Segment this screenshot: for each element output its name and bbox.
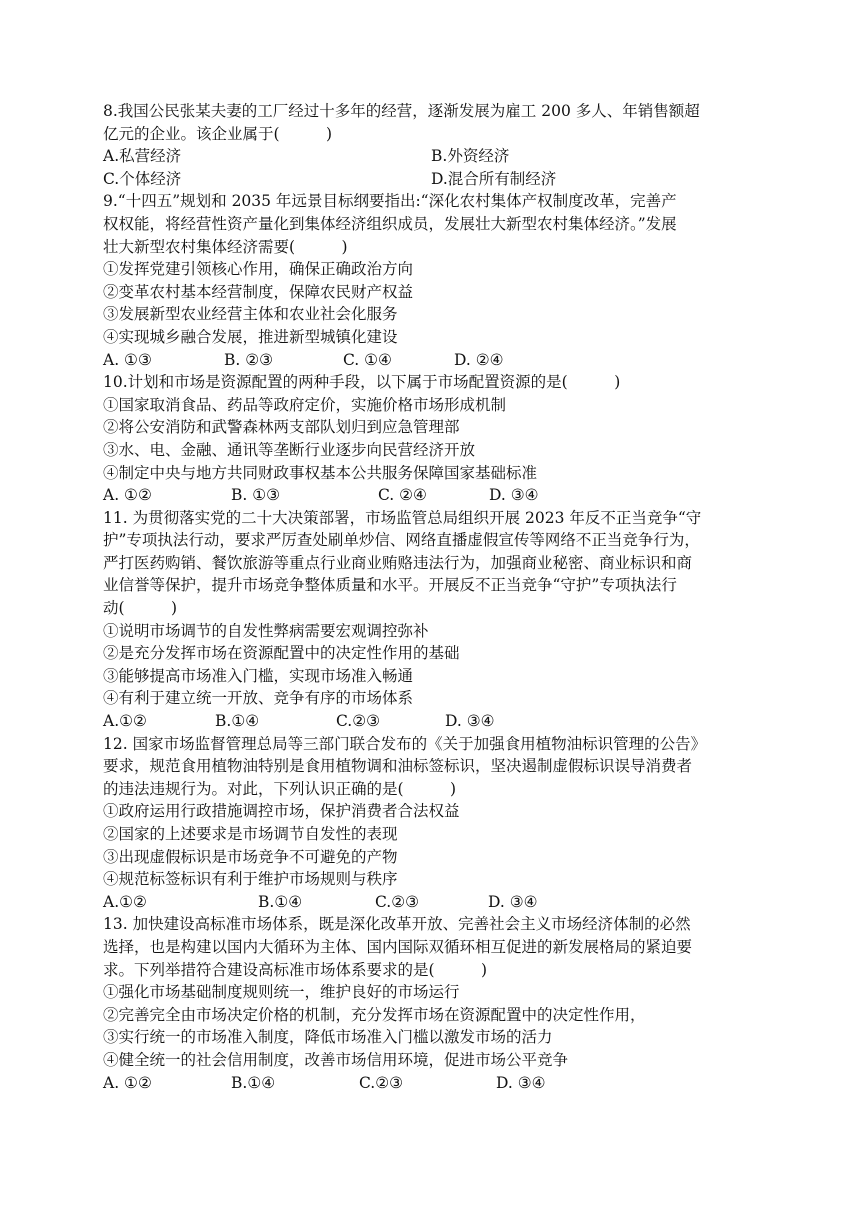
statement-item: ①说明市场调节的自发性弊病需要宏观调控弥补 bbox=[103, 621, 429, 640]
option-b[interactable]: B.①④ bbox=[215, 712, 260, 731]
statement-item: ①发挥党建引领核心作用，确保正确政治方向 bbox=[103, 260, 414, 279]
option-d[interactable]: D. ③④ bbox=[445, 712, 495, 731]
options-row bbox=[103, 145, 763, 168]
statement-item: ③发展新型农业经营主体和农业社会化服务 bbox=[103, 305, 398, 324]
question-stem-line: 严打医药购销、餐饮旅游等重点行业商业贿赂违法行为，加强商业秘密、商业标识和商 bbox=[103, 553, 693, 572]
option-a[interactable]: A.私营经济 bbox=[103, 147, 182, 166]
statement-item: ④健全统一的社会信用制度，改善市场信用环境，促进市场公平竞争 bbox=[103, 1050, 569, 1069]
question-stem-line: 亿元的企业。该企业属于( ) bbox=[103, 124, 333, 143]
options-row bbox=[103, 484, 763, 507]
option-c[interactable]: C.②③ bbox=[359, 1073, 404, 1092]
statement-item: ③实行统一的市场准入制度，降低市场准入门槛以激发市场的活力 bbox=[103, 1028, 553, 1047]
question-10 bbox=[103, 371, 763, 507]
question-stem-line: 要求，规范食用植物油特别是食用植物调和油标签标识，坚决遏制虚假标识误导消费者 bbox=[103, 757, 693, 776]
statement-item: ②国家的上述要求是市场调节自发性的表现 bbox=[103, 825, 398, 843]
option-a[interactable]: A.①② bbox=[103, 712, 147, 731]
option-c[interactable]: C.②③ bbox=[375, 892, 420, 911]
statement-item: ②变革农村基本经营制度，保障农民财产权益 bbox=[103, 282, 414, 301]
statement-item: ③水、电、金融、通讯等垄断行业逐步向民营经济开放 bbox=[103, 440, 476, 459]
options-row bbox=[103, 1072, 763, 1095]
option-c[interactable]: C.②③ bbox=[336, 712, 381, 731]
option-b[interactable]: B.①④ bbox=[258, 892, 303, 911]
option-b[interactable]: B. ①③ bbox=[231, 486, 281, 505]
question-8 bbox=[103, 100, 763, 190]
option-a[interactable]: A. ①② bbox=[103, 1073, 152, 1092]
question-stem-line: 动( ) bbox=[103, 599, 178, 618]
option-b[interactable]: B.外资经济 bbox=[431, 147, 510, 166]
option-a[interactable]: A. ①② bbox=[103, 486, 152, 505]
statement-item: ①政府运用行政措施调控市场，保护消费者合法权益 bbox=[103, 802, 460, 821]
question-stem-line: 9.“十四五”规划和 2035 年远景目标纲要指出:“深化农村集体产权制度改革，完善产 bbox=[103, 192, 677, 211]
question-stem-line: 10.计划和市场是资源配置的两种手段，以下属于市场配置资源的是( ) bbox=[103, 373, 621, 392]
option-c[interactable]: C.个体经济 bbox=[103, 169, 182, 188]
statement-item: ④制定中央与地方共同财政事权基本公共服务保障国家基础标准 bbox=[103, 463, 538, 482]
statement-item: ②完善完全由市场决定价格的机制，充分发挥市场在资源配置中的决定性作用， bbox=[103, 1005, 646, 1024]
question-stem-line: 护”专项执法行动，要求严厉查处刷单炒信、网络直播虚假宣传等网络不正当竞争行为， bbox=[103, 531, 700, 550]
option-a[interactable]: A.①② bbox=[103, 892, 147, 911]
option-d[interactable]: D. ③④ bbox=[496, 1073, 546, 1092]
option-c[interactable]: C. ①④ bbox=[343, 350, 392, 369]
option-d[interactable]: D. ③④ bbox=[489, 486, 539, 505]
statement-item: ③能够提高市场准入门槛，实现市场准入畅通 bbox=[103, 666, 414, 685]
question-stem-line: 13. 加快建设高标准市场体系，既是深化改革开放、完善社会主义市场经济体制的必然 bbox=[103, 915, 691, 934]
options-row bbox=[103, 891, 763, 914]
question-13 bbox=[103, 913, 763, 1094]
option-d[interactable]: D. ②④ bbox=[454, 350, 504, 369]
option-a[interactable]: A. ①③ bbox=[103, 350, 152, 369]
question-stem-line: 求。下列举措符合建设高标准市场体系要求的是( ) bbox=[103, 960, 488, 979]
question-stem-line: 业信誉等保护，提升市场竞争整体质量和水平。开展反不正当竞争“守护”专项执法行 bbox=[103, 576, 677, 595]
options-row bbox=[103, 168, 763, 191]
statement-item: ②是充分发挥市场在资源配置中的决定性作用的基础 bbox=[103, 644, 460, 663]
statement-item: ③出现虚假标识是市场竞争不可避免的产物 bbox=[103, 847, 398, 866]
question-12 bbox=[103, 733, 763, 914]
question-stem-line: 的违法违规行为。对此，下列认识正确的是( ) bbox=[103, 779, 457, 798]
option-b[interactable]: B.①④ bbox=[231, 1073, 276, 1092]
statement-item: ④规范标签标识有利于维护市场规则与秩序 bbox=[103, 870, 398, 889]
option-b[interactable]: B. ②③ bbox=[224, 350, 274, 369]
question-stem-line: 权权能，将经营性资产量化到集体经济组织成员，发展壮大新型农村集体经济。”发展 bbox=[103, 214, 677, 233]
question-stem-line: 11. 为贯彻落实党的二十大决策部署，市场监管总局组织开展 2023 年反不正当竞争“守 bbox=[103, 508, 702, 527]
question-11 bbox=[103, 507, 763, 733]
option-d[interactable]: D.混合所有制经济 bbox=[431, 169, 557, 188]
statement-item: ①国家取消食品、药品等政府定价，实施价格市场形成机制 bbox=[103, 395, 507, 414]
option-d[interactable]: D. ③④ bbox=[488, 892, 538, 911]
statement-item: ④有利于建立统一开放、竞争有序的市场体系 bbox=[103, 689, 414, 708]
question-stem-line: 壮大新型农村集体经济需要( ) bbox=[103, 237, 348, 256]
question-stem-line: 8.我国公民张某夫妻的工厂经过十多年的经营，逐渐发展为雇工 200 多人、年销售额超 bbox=[103, 102, 700, 120]
question-stem-line: 选择，也是构建以国内大循环为主体、国内国际双循环相互促进的新发展格局的紧迫要 bbox=[103, 937, 693, 956]
option-c[interactable]: C. ②④ bbox=[378, 486, 427, 505]
question-9 bbox=[103, 190, 763, 371]
exam-page bbox=[103, 100, 763, 1094]
question-stem-line: 12. 国家市场监督管理总局等三部门联合发布的《关于加强食用植物油标识管理的公告》 bbox=[103, 734, 707, 753]
statement-item: ①强化市场基础制度规则统一，维护良好的市场运行 bbox=[103, 983, 460, 1002]
options-row bbox=[103, 710, 763, 733]
statement-item: ④实现城乡融合发展，推进新型城镇化建设 bbox=[103, 327, 398, 346]
statement-item: ②将公安消防和武警森林两支部队划归到应急管理部 bbox=[103, 418, 460, 437]
options-row bbox=[103, 349, 763, 372]
